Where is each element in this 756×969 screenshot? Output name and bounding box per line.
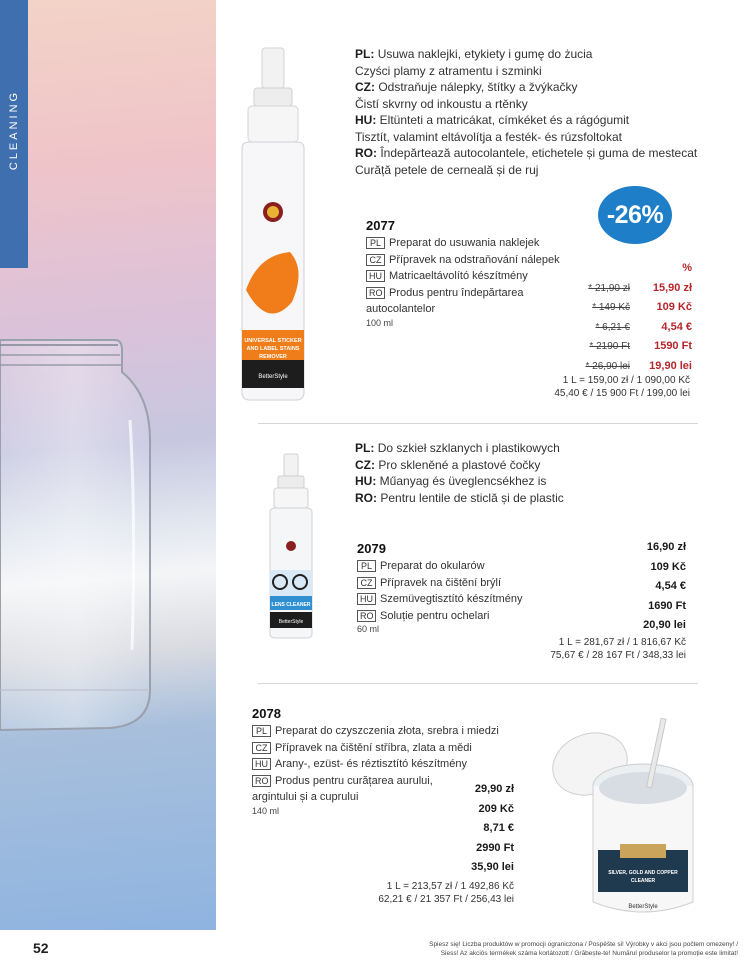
jar-photo	[0, 0, 216, 930]
divider	[258, 423, 698, 424]
description-line: RO: Îndepărtează autocolantele, etichetele și guma de mestecat	[355, 146, 698, 160]
lang-tag: CZ	[252, 742, 271, 754]
product-code: 2077	[366, 218, 395, 233]
name-line: CZ Přípravek na čištění brýlí	[357, 575, 522, 592]
lens-cleaner-bottle-image	[262, 450, 322, 640]
product-volume: 140 ml	[252, 805, 280, 816]
lang-tag: PL	[357, 560, 376, 572]
description-line: HU: Eltünteti a matricákat, címkéket és a rágógumit	[355, 113, 630, 127]
lang-tag: CZ	[366, 254, 385, 266]
prices	[586, 538, 686, 636]
product-code: 2078	[252, 706, 281, 721]
price-row: * 149 Kč 109 Kč	[592, 301, 692, 313]
description-line: HU: Műanyag és üveglencsékhez is	[355, 474, 547, 488]
description-line: Czyści plamy z atramentu i szminki	[355, 63, 542, 78]
price-row: * 26,90 lei 19,90 lei	[585, 359, 692, 372]
price-row: 209 Kč	[478, 802, 514, 815]
name-line: PL Preparat do czyszczenia złota, srebra i miedzi	[252, 723, 499, 740]
divider	[258, 683, 698, 684]
product-volume: 60 ml	[357, 624, 380, 635]
price-row: 20,90 lei	[643, 619, 686, 631]
promo-footnote: Spiesz się! Liczba produktów w promocji ograniczona / Pospěšte si! Výrobky v akci jsou počtem omezeny! / Siess! Az akciós termékek száma korlátozott / Grăbește-te! Numărul produselor la promoție este limitat!	[429, 941, 738, 957]
lang-tag: PL	[366, 237, 385, 249]
product-2079-descriptions	[355, 440, 564, 506]
name-line: CZ Přípravek na čištění stříbra, zlata a mědi	[252, 740, 499, 757]
lang-tag: RO	[366, 287, 385, 299]
price-row: * 6,21 € 4,54 €	[595, 320, 692, 333]
label-brand-text: BetterStyle	[258, 374, 288, 380]
price-row: 35,90 lei	[471, 861, 514, 873]
sale-prices	[540, 259, 692, 376]
percent-header: %	[682, 262, 692, 274]
description-line: PL: Do szkieł szklanych i plastikowych	[355, 441, 560, 455]
lang-tag: RO	[252, 775, 271, 787]
lang-tag: PL	[252, 725, 271, 737]
unit-prices: 1 L = 281,67 zł / 1 816,67 Kč 75,67 € / 28 167 Ft / 348,33 lei	[550, 637, 686, 661]
sticker-remover-bottle-image	[228, 40, 318, 402]
lang-tag: CZ	[357, 577, 376, 589]
unit-prices: 1 L = 159,00 zł / 1 090,00 Kč 45,40 € / 15 900 Ft / 199,00 lei	[554, 375, 690, 399]
label-brand-text: BetterStyle	[278, 619, 304, 625]
name-line: CZ Přípravek na odstraňování nálepek	[366, 252, 560, 269]
product-volume: 100 ml	[366, 317, 394, 328]
discount-badge: -26%	[598, 186, 672, 244]
label-brand-text: REMOVER	[259, 354, 287, 360]
label-brand-text: AND LABEL STAINS	[246, 346, 300, 352]
price-row: 109 Kč	[650, 560, 686, 573]
price-row: 29,90 zł	[474, 783, 514, 795]
name-line: HU Arany-, ezüst- és réztisztító készítmény	[252, 756, 499, 773]
lang-tag: HU	[252, 758, 271, 770]
label-brand-text: LENS CLEANER	[271, 602, 311, 608]
name-line: autocolantelor	[366, 303, 436, 316]
description-line: RO: Pentru lentile de sticlă și de plastic	[355, 490, 564, 505]
metal-cleaner-jar-image	[548, 712, 708, 922]
glass-jar-illustration	[0, 0, 216, 930]
name-line: PL Preparat do okularów	[357, 558, 522, 575]
category-label: CLEANING	[8, 89, 20, 171]
unit-prices: 1 L = 213,57 zł / 1 492,86 Kč 62,21 € / 21 357 Ft / 256,43 lei	[378, 881, 514, 905]
name-line: RO Soluție pentru ochelari	[357, 608, 522, 625]
label-brand-text: CLEANER	[630, 878, 656, 884]
name-line: HU Matricaeltávolító készítmény	[366, 268, 560, 285]
name-line: RO Produs pentru curățarea aurului,	[252, 773, 499, 790]
description-line: CZ: Odstraňuje nálepky, štítky a žvýkačky	[355, 80, 578, 94]
price-row: 8,71 €	[483, 822, 514, 834]
price-row: 4,54 €	[655, 580, 686, 592]
lang-tag: HU	[366, 270, 385, 282]
price-row: 2990 Ft	[476, 841, 514, 854]
product-2079-names	[357, 558, 522, 634]
description-line: PL: Usuwa naklejki, etykiety i gumę do żucia	[355, 47, 593, 61]
description-line: Čistí skvrny od inkoustu a rtěnky	[355, 96, 528, 111]
price-row: * 2190 Ft 1590 Ft	[589, 340, 692, 352]
description-line: CZ: Pro skleněné a plastové čočky	[355, 457, 541, 472]
price-row: 1690 Ft	[648, 599, 686, 612]
lang-tag: RO	[357, 610, 376, 622]
name-line: argintului și a cuprului	[252, 791, 359, 804]
price-row: 16,90 zł	[646, 541, 686, 553]
lang-tag: HU	[357, 593, 376, 605]
price-row: * 21,90 zł 15,90 zł	[588, 281, 692, 294]
name-line: RO Produs pentru îndepărtarea	[366, 285, 560, 302]
product-2077-names	[366, 235, 560, 328]
label-brand-text: SILVER, GOLD AND COPPER	[608, 870, 678, 876]
product-code: 2079	[357, 541, 386, 556]
prices	[414, 780, 514, 878]
label-brand-text: BetterStyle	[628, 904, 658, 910]
page-number: 52	[33, 940, 49, 956]
product-2077-descriptions	[355, 46, 697, 178]
description-line: Tisztít, valamint eltávolítja a festék- és rúzsfoltokat	[355, 129, 622, 144]
label-brand-text: UNIVERSAL STICKER	[244, 338, 302, 344]
description-line: Curăță petele de cerneală și de ruj	[355, 162, 539, 177]
name-line: HU Szemüvegtisztító készítmény	[357, 591, 522, 608]
name-line: PL Preparat do usuwania naklejek	[366, 235, 560, 252]
